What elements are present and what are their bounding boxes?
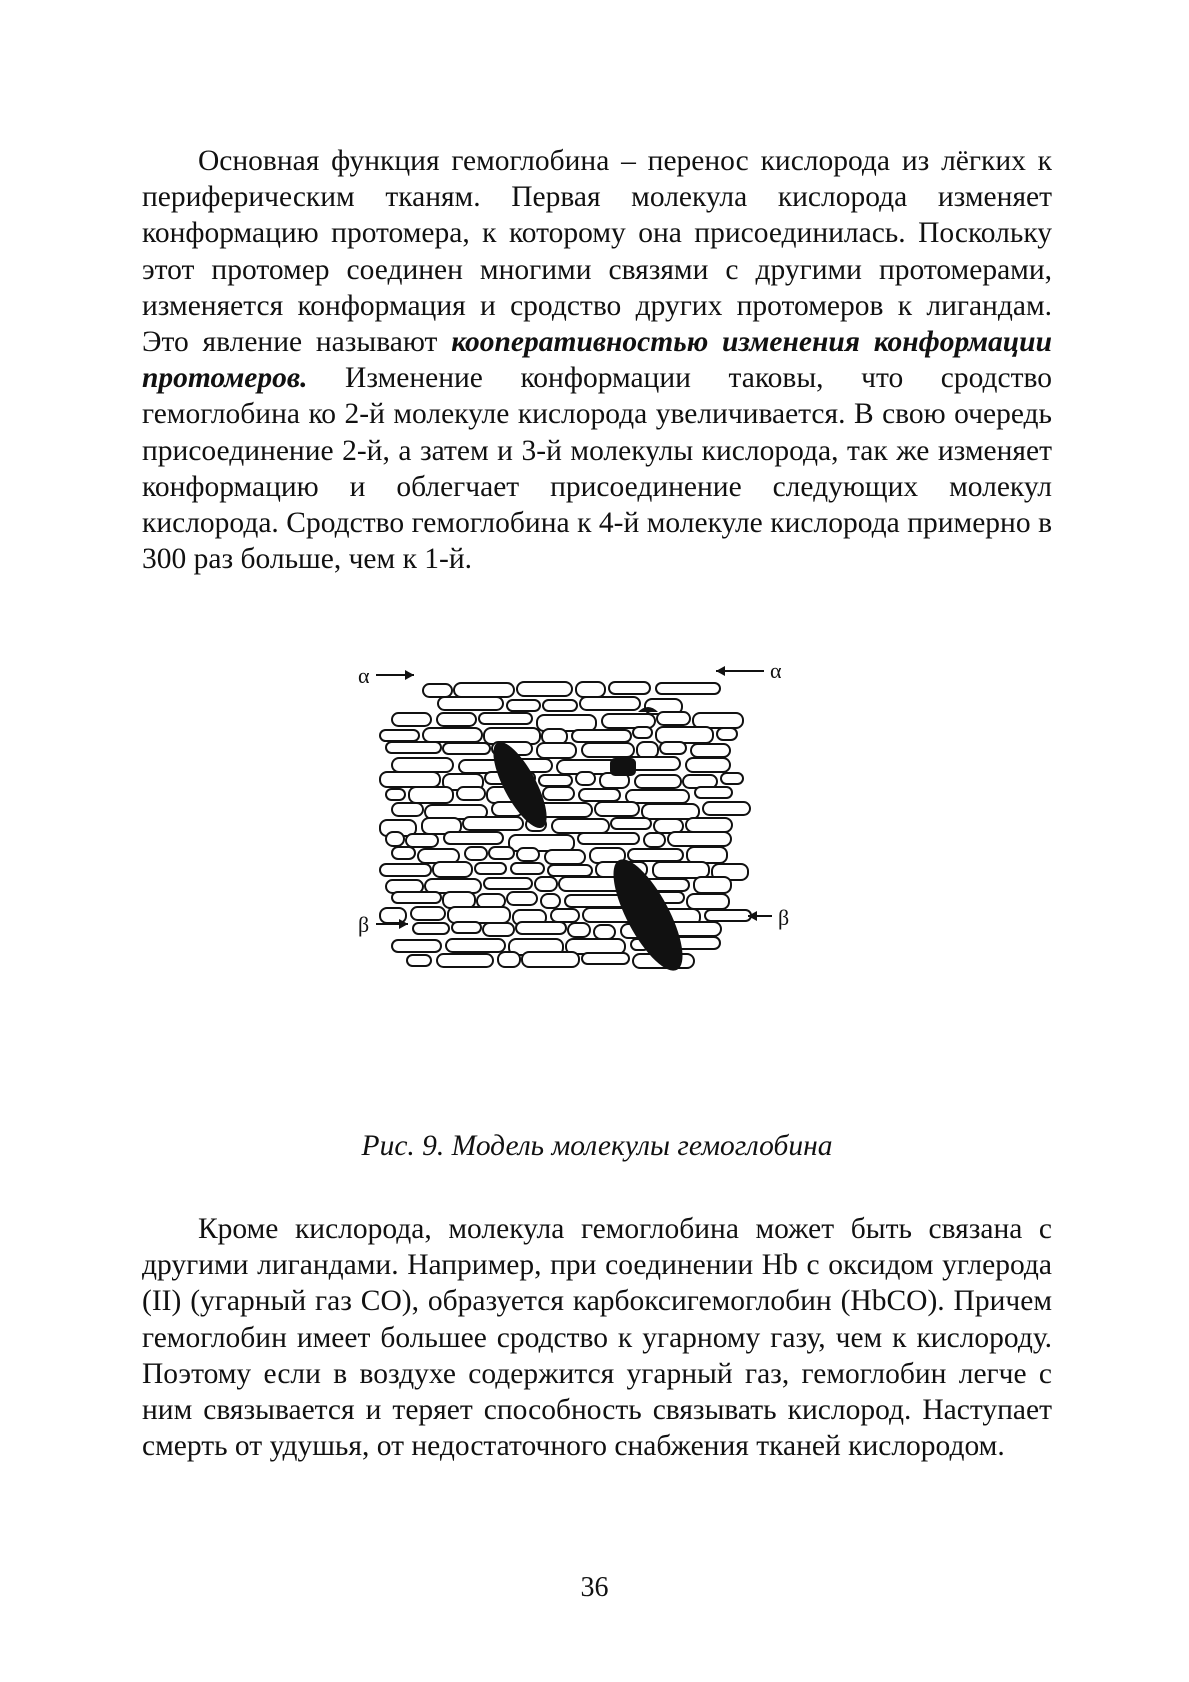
chain-segment [653, 862, 709, 878]
chain-segment [443, 892, 475, 908]
chain-segment [628, 849, 683, 861]
chain-segment [539, 775, 572, 786]
chain-segment [543, 787, 574, 800]
chain-segment [386, 742, 441, 753]
chain-segment [552, 819, 609, 833]
chain-segment [657, 712, 690, 725]
chain-segment [721, 773, 743, 784]
chain-segment [691, 744, 730, 757]
chain-segment [509, 835, 574, 851]
chain-segment [644, 833, 665, 847]
chain-segment [438, 697, 503, 710]
chain-segment [626, 790, 689, 803]
chain-segment [452, 922, 481, 933]
chain-segment [437, 713, 476, 726]
alpha-right-label: α [770, 658, 782, 683]
chain-segment [559, 877, 623, 891]
figure-caption: Рис. 9. Модель молекулы гемоглобина [361, 1130, 833, 1162]
chain-segment [498, 952, 520, 967]
paragraph-1-text-after: Изменение конформации таковы, что сродство гемоглобина ко 2-й молекуле кислорода увеличивается. В свою очередь присоединение 2-й, а затем и 3-й молекулы кислорода, так же изменяет конформацию и облегчает присоединение следующих молекул кислорода. Сродство гемоглобина к 4-й молекуле кислорода примерно в 300 раз больше, чем к 1-й. [142, 362, 1052, 576]
chain-segment [572, 730, 631, 742]
chain-segment [717, 728, 737, 740]
chain-segment [483, 923, 514, 936]
page-number: 36 [580, 1572, 609, 1603]
chain-segment [507, 700, 540, 711]
chain-segment [392, 940, 441, 952]
chain-segment [463, 817, 523, 830]
chain-segment [511, 863, 544, 874]
alpha-left-arrowhead [405, 670, 414, 680]
chain-segment [687, 894, 729, 909]
chain-segment [479, 713, 532, 724]
chain-segment [522, 952, 579, 967]
chain-segment [535, 877, 557, 891]
chain-segment [686, 818, 732, 832]
paragraph-1-emphasis: кооперативностью изменения конформации протомеров. [142, 326, 1052, 395]
chain-segment [446, 939, 505, 952]
chain-segment [444, 832, 503, 844]
alpha-right-arrowhead [716, 666, 725, 676]
chain-segment [602, 714, 655, 728]
chain-segment [579, 789, 620, 801]
chain-segment [409, 787, 453, 803]
chain-segment [693, 713, 743, 728]
beta-right-label: β [778, 905, 790, 930]
chain-segment [543, 700, 577, 711]
chain-segment [686, 758, 730, 772]
chain-segment [477, 894, 505, 908]
chain-segment [406, 834, 438, 847]
chain-segment [548, 865, 592, 876]
chain-segment [418, 849, 459, 863]
chain-segment [457, 787, 485, 800]
chain-segment [517, 848, 539, 861]
chain-segment [489, 847, 514, 859]
chain-segment [578, 833, 639, 844]
chain-segment [484, 878, 532, 889]
chain-segment [413, 923, 449, 934]
chain-segment [425, 879, 481, 893]
chain-segment [545, 850, 585, 864]
chain-segment [537, 715, 596, 731]
chain-segment [576, 772, 595, 785]
chain-segment [507, 892, 537, 905]
chain-segment [380, 730, 419, 741]
chain-segment [633, 727, 652, 738]
chain-segment [437, 954, 493, 967]
chain-segment [386, 832, 404, 846]
chain-segment [582, 743, 634, 757]
chain-segment [551, 909, 579, 922]
chain-segment [392, 713, 431, 726]
chain-segment [635, 775, 681, 788]
chain-segment [656, 727, 713, 743]
chain-segment [656, 683, 720, 694]
chain-segment [595, 802, 639, 816]
paragraph-1-text-before: Основная функция гемоглобина – перенос кислорода из лёгких к периферическим тканям. Первая молекула кислорода изменяет конформацию протомера, к которому она присоединилась. Поскольку этот протомер соединен многими связями с другими протомерами, изменяется конформация и сродство других протомеров к лигандам. Это явление называют [142, 145, 1052, 359]
chain-segment [407, 955, 431, 966]
chain-segment [594, 925, 615, 939]
chain-segment [611, 818, 651, 829]
hemoglobin-model-drawing [358, 658, 850, 1060]
chain-segment [392, 892, 441, 903]
chain-segment [642, 804, 699, 819]
chain-segment [411, 907, 445, 920]
chain-segment [542, 729, 567, 744]
chain-segment [443, 743, 490, 754]
chain-segment [703, 802, 750, 815]
chain-segment [423, 684, 452, 697]
beta-left-label: β [358, 912, 370, 937]
chain-segment [386, 789, 405, 800]
paragraph-carbon-monoxide: Кроме кислорода, молекула гемоглобина может быть связана с другими лигандами. Например, при соединении Hb с оксидом углерода (II) (угарный газ CO), образуется карбоксигемоглобин (HbCO). Причем гемоглобин имеет большее сродство к угарному газу, чем к кислороду. Поэтому если в воздухе содержится угарный газ, гемоглобин легче с ним связывается и теряет способность связывать кислород. Наступает смерть от удушья, от недостаточного снабжения тканей кислородом. [142, 1213, 1052, 1463]
chain-segment [392, 803, 423, 816]
chain-segment [637, 742, 658, 758]
chain-segment [568, 923, 590, 937]
chain-segment [576, 682, 605, 697]
chain-segment [654, 819, 683, 833]
chain-segment [392, 758, 453, 772]
chain-segment [448, 907, 510, 923]
chain-segment [433, 862, 472, 877]
chain-segment [687, 847, 727, 863]
chain-segment [694, 877, 731, 893]
chain-segment [660, 742, 686, 754]
chain-segment [454, 683, 514, 697]
chain-segment [541, 894, 560, 908]
chain-segment [465, 847, 487, 860]
protein-chain-segments [380, 682, 751, 968]
chain-segment [423, 728, 482, 742]
chain-segment [705, 910, 751, 921]
chain-segment [537, 743, 576, 758]
chain-segment [580, 697, 640, 710]
chain-segment [582, 953, 629, 964]
chain-segment [475, 863, 506, 874]
chain-segment [609, 682, 650, 694]
chain-segment [668, 832, 731, 846]
chain-segment [380, 772, 440, 787]
chain-segment [695, 787, 732, 798]
heme-group-center [610, 758, 636, 776]
alpha-left-label: α [358, 663, 370, 688]
chain-segment [516, 922, 566, 934]
hemoglobin-model-figure [358, 658, 850, 1060]
chain-segment [380, 864, 431, 876]
chain-segment [392, 847, 415, 859]
chain-segment [517, 682, 572, 696]
paragraph-cooperativity [142, 143, 1052, 577]
